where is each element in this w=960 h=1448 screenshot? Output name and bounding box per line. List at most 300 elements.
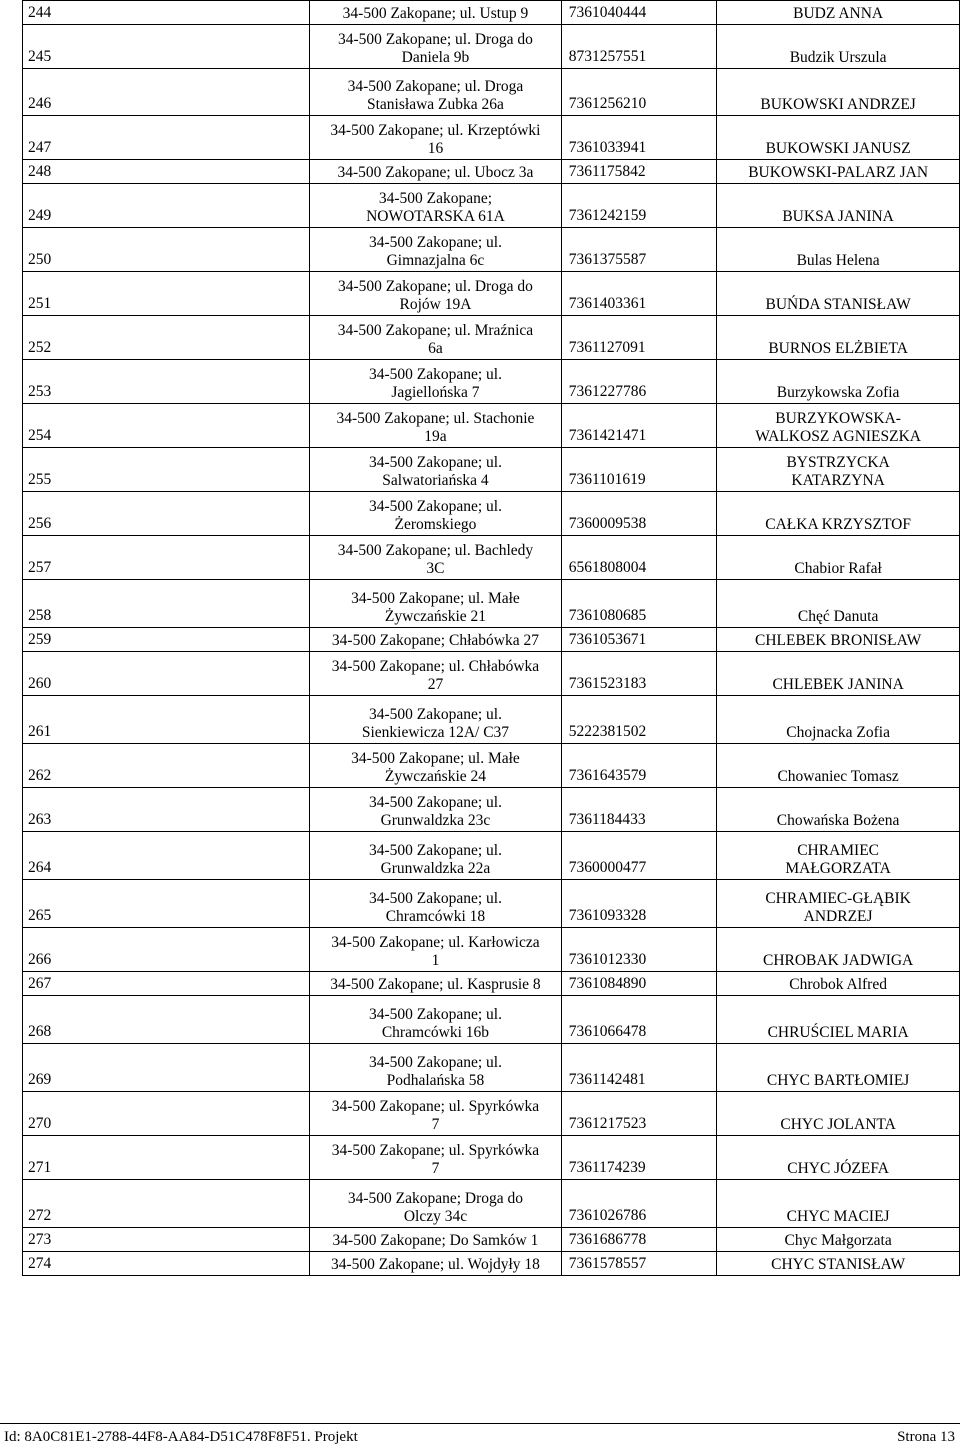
tax-number-cell [561, 536, 717, 580]
tax-number: 7361142481 [568, 1071, 646, 1088]
address-line: 34-500 Zakopane; ul. [368, 1006, 502, 1023]
row-number-cell [23, 996, 310, 1044]
row-number: 247 [28, 139, 52, 156]
tax-number-cell [561, 404, 717, 448]
tax-number-cell [561, 652, 717, 696]
address-line: 7 [431, 1116, 440, 1133]
owner-name-cell [717, 1136, 960, 1180]
owner-name-cell [717, 116, 960, 160]
tax-number: 7361066478 [568, 1023, 647, 1040]
row-number-cell [23, 536, 310, 580]
tax-number-cell [561, 628, 717, 652]
address-line: 34-500 Zakopane; ul. [368, 366, 502, 383]
table-row [23, 160, 960, 184]
table-row [23, 492, 960, 536]
address-cell [310, 1252, 562, 1276]
row-number: 270 [28, 1115, 52, 1132]
owner-name-cell [717, 272, 960, 316]
row-number: 249 [28, 207, 52, 224]
address-line: Grunwaldzka 22a [380, 860, 491, 877]
table-row [23, 1136, 960, 1180]
row-number: 248 [28, 163, 52, 180]
address-cell [310, 116, 562, 160]
tax-number: 7361174239 [568, 1159, 646, 1176]
row-number-cell [23, 1136, 310, 1180]
table-row [23, 404, 960, 448]
page-footer [0, 1423, 960, 1448]
address-line: Daniela 9b [401, 49, 470, 66]
address-line: Salwatoriańska 4 [382, 472, 489, 489]
row-number: 266 [28, 951, 52, 968]
address-cell [310, 996, 562, 1044]
document-id: Id: 8A0C81E1-2788-44F8-AA84-D51C478F8F51. Projekt [4, 1429, 358, 1445]
row-number-cell [23, 1228, 310, 1252]
tax-number: 7361084890 [568, 975, 647, 992]
tax-number: 7361421471 [568, 427, 647, 444]
owner-name-line: Chabior Rafał [794, 560, 882, 577]
owner-name-line: BURZYKOWSKA- [775, 410, 901, 427]
row-number: 267 [28, 975, 52, 992]
address-line: Grunwaldzka 23c [380, 812, 491, 829]
owner-name-cell [717, 1092, 960, 1136]
row-number-cell [23, 272, 310, 316]
owner-name-cell [717, 996, 960, 1044]
row-number: 274 [28, 1255, 52, 1272]
owner-name-cell [717, 580, 960, 628]
tax-number-cell [561, 116, 717, 160]
owner-name-cell [717, 652, 960, 696]
row-number: 257 [28, 559, 52, 576]
owner-name-line: Chowaniec Tomasz [777, 768, 899, 785]
owner-name-line: Chowańska Bożena [776, 812, 900, 829]
tax-number: 7361080685 [568, 607, 647, 624]
row-number-cell [23, 928, 310, 972]
row-number: 244 [28, 4, 52, 21]
address-line: Żywczańskie 21 [384, 608, 487, 625]
address-cell [310, 404, 562, 448]
owner-name-cell [717, 628, 960, 652]
tax-number: 7361127091 [568, 339, 646, 356]
table-row [23, 316, 960, 360]
tax-number-cell [561, 448, 717, 492]
address-line: 34-500 Zakopane; ul. Chłabówka [331, 658, 540, 675]
register-table [22, 0, 960, 1276]
owner-name-line: CHLEBEK JANINA [772, 676, 904, 693]
address-cell [310, 25, 562, 69]
row-number: 271 [28, 1159, 52, 1176]
tax-number: 7361242159 [568, 207, 647, 224]
address-line: 34-500 Zakopane; ul. [368, 1054, 502, 1071]
table-row [23, 448, 960, 492]
row-number: 265 [28, 907, 52, 924]
address-line: 34-500 Zakopane; ul. Małe [351, 750, 520, 767]
address-cell [310, 1228, 562, 1252]
table-row [23, 1228, 960, 1252]
address-line: 34-500 Zakopane; ul. Wojdyły 18 [330, 1256, 540, 1273]
address-line: 34-500 Zakopane; ul. Droga do [337, 31, 533, 48]
tax-number-cell [561, 928, 717, 972]
address-cell [310, 1136, 562, 1180]
owner-name-line: CHLEBEK BRONISŁAW [754, 632, 922, 649]
address-line: Jagiellońska 7 [391, 384, 480, 401]
address-cell [310, 160, 562, 184]
row-number: 251 [28, 295, 52, 312]
tax-number: 7361184433 [568, 811, 646, 828]
address-cell [310, 360, 562, 404]
owner-name-line: CHROBAK JADWIGA [762, 952, 914, 969]
table-row [23, 880, 960, 928]
tax-number: 7361175842 [568, 163, 646, 180]
tax-number-cell [561, 492, 717, 536]
address-line: 34-500 Zakopane; ul. [368, 234, 502, 251]
owner-name-line: CHYC STANISŁAW [771, 1256, 906, 1273]
row-number: 269 [28, 1071, 52, 1088]
owner-name-cell [717, 228, 960, 272]
table-row [23, 788, 960, 832]
tax-number-cell [561, 1228, 717, 1252]
address-line: 34-500 Zakopane; ul. [368, 794, 502, 811]
table-row [23, 1092, 960, 1136]
tax-number: 6561808004 [568, 559, 647, 576]
address-line: Gimnazjalna 6c [386, 252, 485, 269]
owner-name-cell [717, 69, 960, 116]
tax-number: 7361101619 [568, 471, 646, 488]
owner-name-line: WALKOSZ AGNIESZKA [755, 428, 921, 445]
address-line: NOWOTARSKA 61A [366, 208, 505, 225]
owner-name-cell [717, 788, 960, 832]
address-cell [310, 580, 562, 628]
row-number-cell [23, 972, 310, 996]
tax-number-cell [561, 696, 717, 744]
row-number-cell [23, 1180, 310, 1228]
owner-name-cell [717, 404, 960, 448]
row-number-cell [23, 744, 310, 788]
owner-name-line: BYSTRZYCKA [786, 454, 890, 471]
address-line: 1 [431, 952, 440, 969]
table-row [23, 580, 960, 628]
owner-name-line: Bulas Helena [796, 252, 880, 269]
row-number: 262 [28, 767, 52, 784]
row-number: 254 [28, 427, 52, 444]
address-line: 34-500 Zakopane; ul. Spyrkówka [331, 1142, 540, 1159]
owner-name-cell [717, 928, 960, 972]
address-line: Rojów 19A [399, 296, 472, 313]
row-number: 264 [28, 859, 52, 876]
address-cell [310, 696, 562, 744]
address-cell [310, 536, 562, 580]
tax-number-cell [561, 1, 717, 25]
address-cell [310, 832, 562, 880]
tax-number: 7361256210 [568, 95, 647, 112]
owner-name-cell [717, 316, 960, 360]
owner-name-cell [717, 360, 960, 404]
owner-name-cell [717, 1, 960, 25]
row-number-cell [23, 360, 310, 404]
tax-number-cell [561, 69, 717, 116]
owner-name-line: Budzik Urszula [789, 49, 887, 66]
register-rows [23, 1, 960, 1276]
address-cell [310, 184, 562, 228]
address-cell [310, 69, 562, 116]
row-number-cell [23, 1252, 310, 1276]
owner-name-line: BUKOWSKI ANDRZEJ [760, 96, 916, 113]
page-number: Strona 13 [897, 1429, 955, 1445]
owner-name-cell [717, 832, 960, 880]
address-cell [310, 928, 562, 972]
tax-number-cell [561, 1136, 717, 1180]
row-number: 255 [28, 471, 52, 488]
row-number: 272 [28, 1207, 52, 1224]
row-number: 268 [28, 1023, 52, 1040]
owner-name-cell [717, 1180, 960, 1228]
tax-number-cell [561, 744, 717, 788]
tax-number-cell [561, 788, 717, 832]
address-line: 34-500 Zakopane; Do Samków 1 [332, 1232, 539, 1249]
table-row [23, 228, 960, 272]
address-line: 34-500 Zakopane; ul. Karłowicza [331, 934, 540, 951]
address-cell [310, 316, 562, 360]
address-cell [310, 1092, 562, 1136]
tax-number: 7360009538 [568, 515, 647, 532]
row-number-cell [23, 316, 310, 360]
address-line: Żywczańskie 24 [384, 768, 487, 785]
tax-number-cell [561, 160, 717, 184]
address-line: Stanisława Zubka 26a [367, 96, 504, 113]
row-number: 263 [28, 811, 52, 828]
tax-number: 7361026786 [568, 1207, 647, 1224]
row-number-cell [23, 25, 310, 69]
table-row [23, 184, 960, 228]
owner-name-cell [717, 492, 960, 536]
address-line: 34-500 Zakopane; ul. Małe [351, 590, 520, 607]
row-number-cell [23, 788, 310, 832]
owner-name-line: CHRAMIEC [797, 842, 880, 859]
address-line: 34-500 Zakopane; Droga do [347, 1190, 524, 1207]
row-number-cell [23, 116, 310, 160]
owner-name-cell [717, 696, 960, 744]
table-row [23, 1252, 960, 1276]
row-number: 256 [28, 515, 52, 532]
address-line: 34-500 Zakopane; ul. Ubocz 3a [337, 164, 534, 181]
tax-number-cell [561, 360, 717, 404]
tax-number: 7361033941 [568, 139, 647, 156]
owner-name-cell [717, 972, 960, 996]
row-number-cell [23, 628, 310, 652]
owner-name-cell [717, 1252, 960, 1276]
tax-number-cell [561, 996, 717, 1044]
table-row [23, 928, 960, 972]
tax-number-cell [561, 1092, 717, 1136]
owner-name-line: KATARZYNA [791, 472, 885, 489]
address-line: Żeromskiego [394, 516, 477, 533]
tax-number-cell [561, 1252, 717, 1276]
owner-name-line: BUKSA JANINA [782, 208, 894, 225]
table-row [23, 996, 960, 1044]
address-line: 34-500 Zakopane; ul. [368, 454, 502, 471]
address-line: Chramcówki 16b [381, 1024, 490, 1041]
row-number-cell [23, 1092, 310, 1136]
tax-number: 7361686778 [568, 1231, 647, 1248]
owner-name-cell [717, 25, 960, 69]
row-number-cell [23, 69, 310, 116]
owner-name-line: BUKOWSKI-PALARZ JAN [748, 164, 929, 181]
owner-name-line: CHRAMIEC-GŁĄBIK [765, 890, 911, 907]
address-line: 34-500 Zakopane; [378, 190, 493, 207]
owner-name-line: CHYC BARTŁOMIEJ [766, 1072, 910, 1089]
owner-name-cell [717, 448, 960, 492]
row-number-cell [23, 448, 310, 492]
table-row [23, 832, 960, 880]
address-line: 7 [431, 1160, 440, 1177]
tax-number: 8731257551 [568, 48, 647, 65]
address-cell [310, 628, 562, 652]
table-row [23, 69, 960, 116]
address-line: 34-500 Zakopane; ul. Krzeptówki [330, 122, 541, 139]
table-row [23, 272, 960, 316]
tax-number-cell [561, 25, 717, 69]
table-row [23, 696, 960, 744]
address-line: 34-500 Zakopane; ul. Stachonie [336, 410, 535, 427]
address-line: 19a [424, 428, 447, 445]
address-line: 34-500 Zakopane; ul. Droga [347, 78, 524, 95]
row-number-cell [23, 492, 310, 536]
address-cell [310, 272, 562, 316]
owner-name-cell [717, 880, 960, 928]
address-line: 3C [426, 560, 445, 577]
row-number: 260 [28, 675, 52, 692]
address-cell [310, 1, 562, 25]
address-line: Sienkiewicza 12A/ C37 [361, 724, 510, 741]
address-line: Podhalańska 58 [386, 1072, 485, 1089]
address-line: 34-500 Zakopane; ul. Ustup 9 [342, 5, 529, 22]
tax-number: 7361053671 [568, 631, 647, 648]
address-line: 34-500 Zakopane; ul. Droga do [337, 278, 533, 295]
tax-number: 7361523183 [568, 675, 647, 692]
address-line: Olczy 34c [403, 1208, 468, 1225]
address-cell [310, 880, 562, 928]
tax-number-cell [561, 580, 717, 628]
address-line: 34-500 Zakopane; ul. Mraźnica [337, 322, 534, 339]
owner-name-line: Burzykowska Zofia [776, 384, 900, 401]
table-row [23, 628, 960, 652]
owner-name-line: BUKOWSKI JANUSZ [765, 140, 911, 157]
row-number-cell [23, 160, 310, 184]
row-number-cell [23, 1, 310, 25]
tax-number: 7361040444 [568, 4, 647, 21]
row-number: 258 [28, 607, 52, 624]
owner-name-cell [717, 1044, 960, 1092]
row-number-cell [23, 696, 310, 744]
row-number-cell [23, 1044, 310, 1092]
owner-name-cell [717, 160, 960, 184]
owner-name-line: ANDRZEJ [803, 908, 873, 925]
owner-name-line: Chrobok Alfred [789, 976, 887, 993]
owner-name-line: Chyc Małgorzata [784, 1232, 892, 1249]
owner-name-line: CHYC JÓZEFA [787, 1160, 889, 1177]
table-row [23, 25, 960, 69]
owner-name-line: Chęć Danuta [797, 608, 879, 625]
row-number-cell [23, 184, 310, 228]
address-cell [310, 788, 562, 832]
row-number: 250 [28, 251, 52, 268]
row-number-cell [23, 880, 310, 928]
owner-name-cell [717, 536, 960, 580]
row-number-cell [23, 228, 310, 272]
address-line: 34-500 Zakopane; ul. Kasprusie 8 [330, 976, 541, 993]
tax-number: 7361375587 [568, 251, 647, 268]
owner-name-line: Chojnacka Zofia [786, 724, 890, 741]
address-cell [310, 492, 562, 536]
address-line: 34-500 Zakopane; ul. Spyrkówka [331, 1098, 540, 1115]
tax-number-cell [561, 880, 717, 928]
tax-number: 7361093328 [568, 907, 647, 924]
address-line: 27 [427, 676, 444, 693]
address-line: 34-500 Zakopane; Chłabówka 27 [331, 632, 539, 649]
tax-number-cell [561, 184, 717, 228]
owner-name-line: BUDZ ANNA [793, 5, 884, 22]
row-number: 273 [28, 1231, 52, 1248]
address-line: 34-500 Zakopane; ul. [368, 842, 502, 859]
row-number-cell [23, 832, 310, 880]
tax-number: 7361403361 [568, 295, 647, 312]
table-row [23, 536, 960, 580]
tax-number-cell [561, 316, 717, 360]
address-line: 34-500 Zakopane; ul. Bachledy [337, 542, 534, 559]
address-line: 34-500 Zakopane; ul. [368, 890, 502, 907]
tax-number: 7361578557 [568, 1255, 647, 1272]
row-number-cell [23, 580, 310, 628]
owner-name-line: MAŁGORZATA [785, 860, 891, 877]
tax-number: 7360000477 [568, 859, 647, 876]
table-row [23, 1180, 960, 1228]
row-number: 245 [28, 48, 52, 65]
table-row [23, 652, 960, 696]
table-row [23, 116, 960, 160]
tax-number-cell [561, 1044, 717, 1092]
owner-name-line: BUŃDA STANISŁAW [765, 296, 911, 313]
tax-number: 7361227786 [568, 383, 647, 400]
table-row [23, 1, 960, 25]
tax-number-cell [561, 832, 717, 880]
tax-number-cell [561, 972, 717, 996]
tax-number: 7361012330 [568, 951, 647, 968]
address-cell [310, 652, 562, 696]
address-cell [310, 448, 562, 492]
table-row [23, 972, 960, 996]
address-line: 34-500 Zakopane; ul. [368, 498, 502, 515]
address-line: Chramcówki 18 [385, 908, 486, 925]
address-line: 6a [428, 340, 443, 357]
tax-number-cell [561, 272, 717, 316]
tax-number: 5222381502 [568, 723, 647, 740]
table-row [23, 1044, 960, 1092]
address-line: 34-500 Zakopane; ul. [368, 706, 502, 723]
address-cell [310, 1180, 562, 1228]
address-line: 16 [427, 140, 444, 157]
table-row [23, 360, 960, 404]
row-number: 253 [28, 383, 52, 400]
tax-number: 7361643579 [568, 767, 647, 784]
row-number: 261 [28, 723, 52, 740]
tax-number: 7361217523 [568, 1115, 647, 1132]
owner-name-cell [717, 184, 960, 228]
address-cell [310, 228, 562, 272]
owner-name-line: CAŁKA KRZYSZTOF [765, 516, 911, 533]
row-number-cell [23, 404, 310, 448]
address-cell [310, 1044, 562, 1092]
table-row [23, 744, 960, 788]
owner-name-line: CHYC JOLANTA [780, 1116, 896, 1133]
